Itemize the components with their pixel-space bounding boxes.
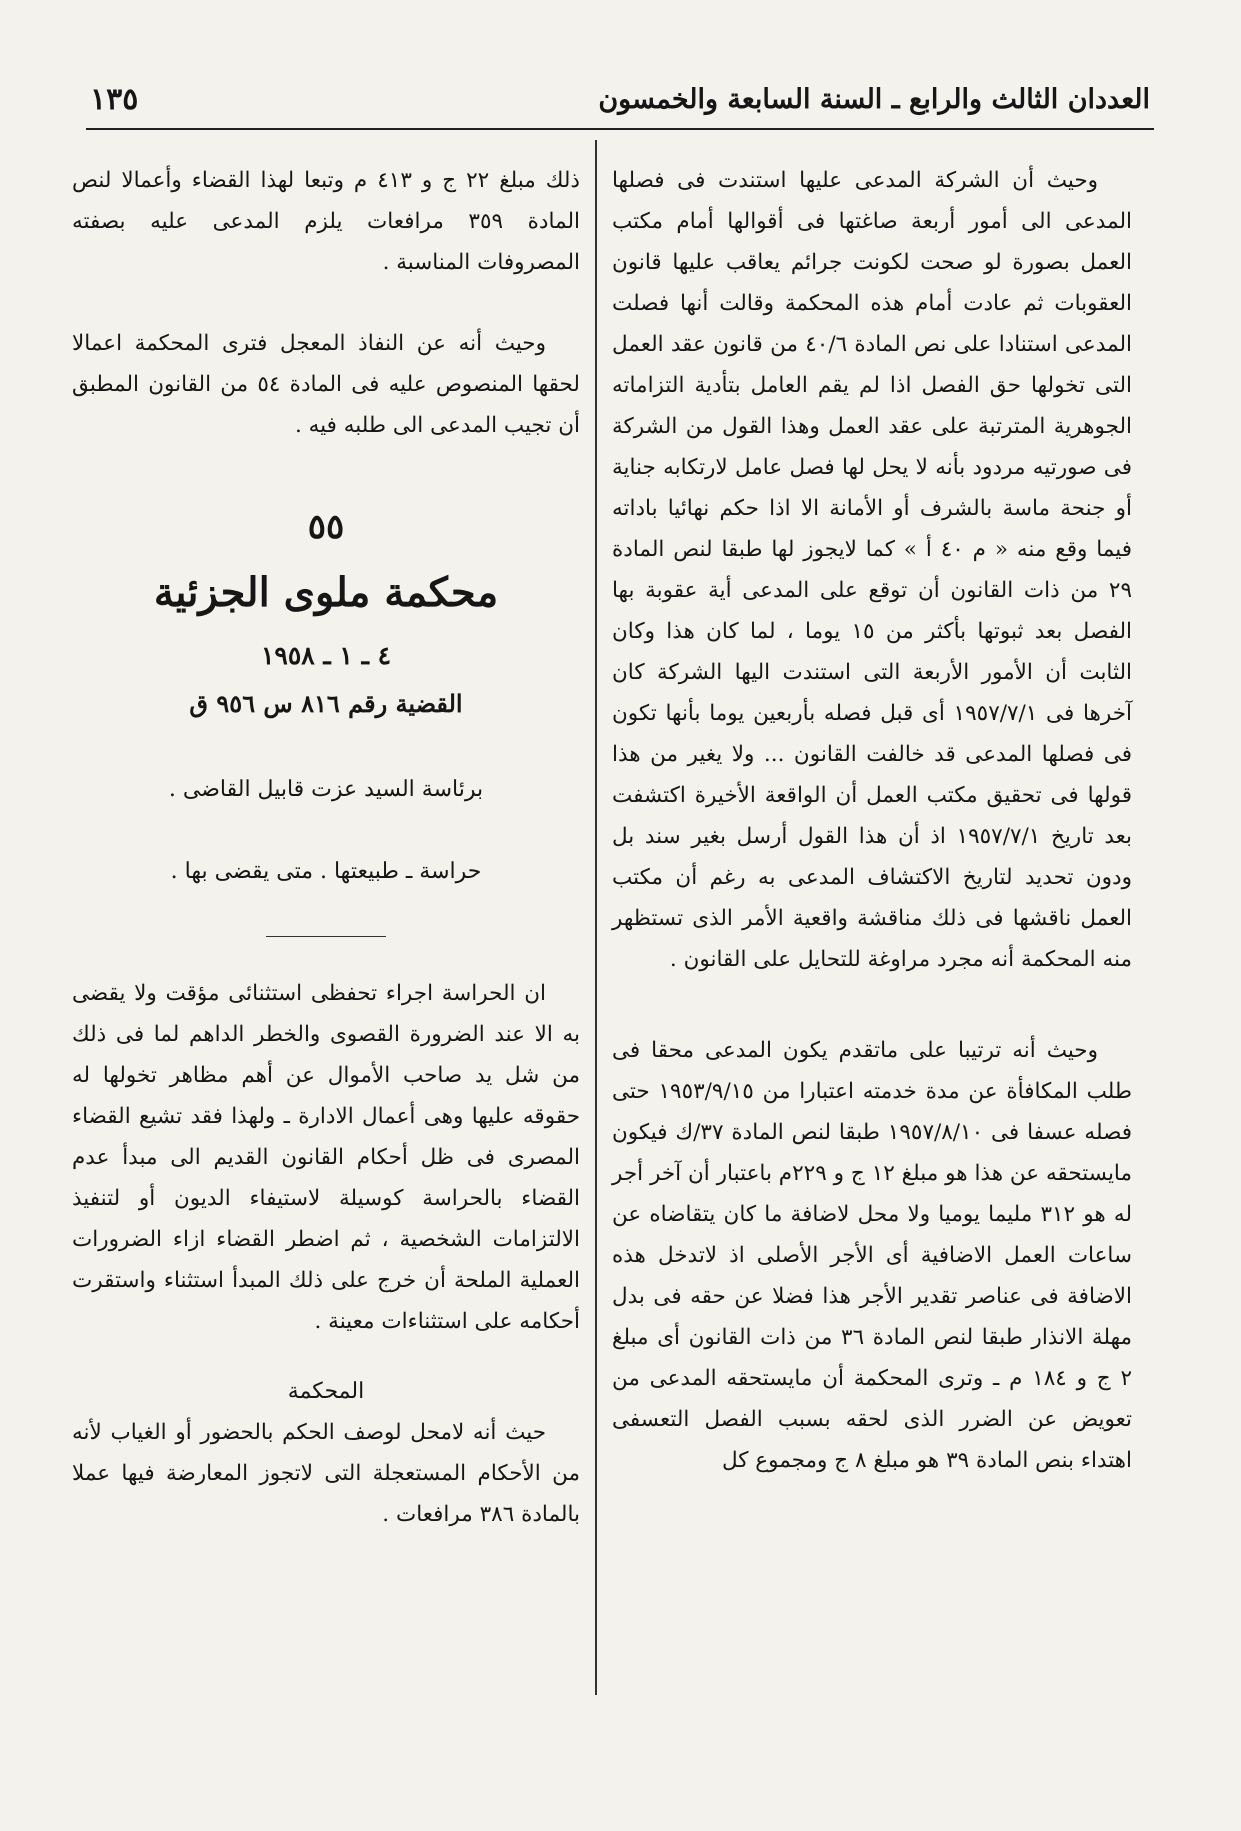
right-paragraph-2: وحيث أنه ترتيبا على ماتقدم يكون المدعى محقا فى طلب المكافأة عن مدة خدمته اعتبارا من ١٩٥٣/٩/١٥ حتى فصله عسفا فى ١٩٥٧/٨/١٠ طبقا لنص المادة ٣٧/ك فيكون مايستحقه عن هذا هو مبلغ ١٢ ج و ٢٢٩م باعتبار أن آخر أجر له هو ٣١٢ مليما يوميا ولا محل لاضافة ما كان يتقاضاه عن ساعات العمل الاضافية أى الأجر الأصلى اذ لاتدخل هذه الاضافة فى عناصر تقدير الأجر هذا فضلا عن حقه فى بدل مهلة الانذار طبقا لنص المادة ٣٦ من ذات القانون أى مبلغ ٢ ج و ١٨٤ م ـ وترى المحكمة أن مايستحقه المدعى من تعويض عن الضرر الذى لحقه بسبب الفصل التعسفى اهتداء بنص المادة ٣٩ هو مبلغ ٨ ج ومجموع كل	[612, 1038, 1132, 1473]
case-summary: ان الحراسة اجراء تحفظى استثنائى مؤقت ولا يقضى به الا عند الضرورة القصوى والخطر الداهم لما فى ذلك من شل يد صاحب الأموال عن أهم مظاهر تخولها له حقوقه عليها وهى أعمال الادارة ـ ولهذا فقد تشيع القضاء المصرى فى ظل أحكام القانون القديم الى مبدأ عدم القضاء بالحراسة كوسيلة لاستيفاء الديون أو لتنفيذ الالتزامات الشخصية ، ثم اضطر القضاء ازاء الضرورات العملية الملحة أن خرج على ذلك المبدأ استثناء واستقرت أحكامه على استثناءات معينة .	[72, 981, 580, 1334]
paragraph-gap	[72, 283, 580, 323]
section-heading: المحكمة	[287, 1379, 365, 1404]
left-paragraph-3: حيث أنه لامحل لوصف الحكم بالحضور أو الغياب لأنه من الأحكام المستعجلة التى لاتجوز المعارضة فيها عملا بالمادة ٣٨٦ مرافعات .	[72, 1420, 580, 1527]
column-divider	[595, 140, 597, 1695]
presided-by: برئاسة السيد عزت قابيل القاضى .	[168, 777, 484, 802]
case-date: ٤ ـ ١ ـ ١٩٥٨	[260, 641, 392, 670]
right-column	[612, 160, 1132, 1481]
header-rule	[86, 128, 1154, 130]
running-title: العددان الثالث والرابع ـ السنة السابعة والخمسون	[598, 84, 1150, 115]
paragraph-gap	[612, 980, 1132, 1030]
court-title: محكمة ملوى الجزئية	[153, 569, 499, 616]
page-number: ١٣٥	[90, 82, 139, 117]
right-paragraph-1: وحيث أن الشركة المدعى عليها استندت فى فصلها المدعى الى أمور أربعة صاغتها فى أقوالها أمام مكتب العمل بصورة لو صحت لكونت جرائم يعاقب عليها قانون العقوبات ثم عادت أمام هذه المحكمة وقالت أنها فصلت المدعى استنادا على نص المادة ٤٠/٦ من قانون عقد العمل التى تخولها حق الفصل اذا لم يقم العامل بتأدية التزاماته الجوهرية المترتبة على عقد العمل وهذا القول من الشركة فى صورتيه مردود بأنه لا يحل لها فصل عامل لارتكابه جناية أو جنحة ماسة بالشرف أو الأمانة الا اذا حكم نهائيا باداته فيما وقع منه « م ٤٠ أ » كما لايجوز لها طبقا لنص المادة ٢٩ من ذات القانون أن توقع على المدعى أية عقوبة بها الفصل بعد ثبوتها بأكثر من ١٥ يوما ، لما كان هذا وكان الثابت أن الأمور الأربعة التى استندت اليها الشركة كان آخرها فى ١٩٥٧/٧/١ أى قبل فصله بأربعين يوما بأنها تكون فى فصلها المدعى قد خالفت القانون ... ولا يغير من هذا قولها فى تحقيق مكتب العمل أن الواقعة الأخيرة اكتشفت بعد تاريخ ١٩٥٧/٧/١ اذ أن هذا القول أرسل بغير سند بل ودون تحديد لتاريخ الاكتشاف المدعى به رغم أن مكتب العمل ناقشها فى ذلك مناقشة واقعية الأمر الذى تستظهر منه المحكمة أنه مجرد مراوغة للتحايل على القانون .	[612, 168, 1133, 972]
case-number: ٥٥	[307, 507, 345, 547]
left-paragraph-2: وحيث أنه عن النفاذ المعجل فترى المحكمة اعمالا لحقها المنصوص عليه فى المادة ٥٤ من القانون المطبق أن تجيب المدعى الى طلبه فيه .	[72, 331, 580, 438]
page-header	[90, 80, 1150, 122]
section-divider	[266, 936, 386, 937]
case-subject: حراسة ـ طبيعتها . متى يقضى بها .	[170, 859, 482, 884]
left-column	[72, 160, 580, 1535]
case-reference: القضية رقم ٨١٦ س ٩٥٦ ق	[189, 689, 463, 718]
left-paragraph-1: ذلك مبلغ ٢٢ ج و ٤١٣ م وتبعا لهذا القضاء وأعمالا لنص المادة ٣٥٩ مرافعات يلزم المدعى عليه بصفته المصروفات المناسبة .	[72, 168, 580, 275]
